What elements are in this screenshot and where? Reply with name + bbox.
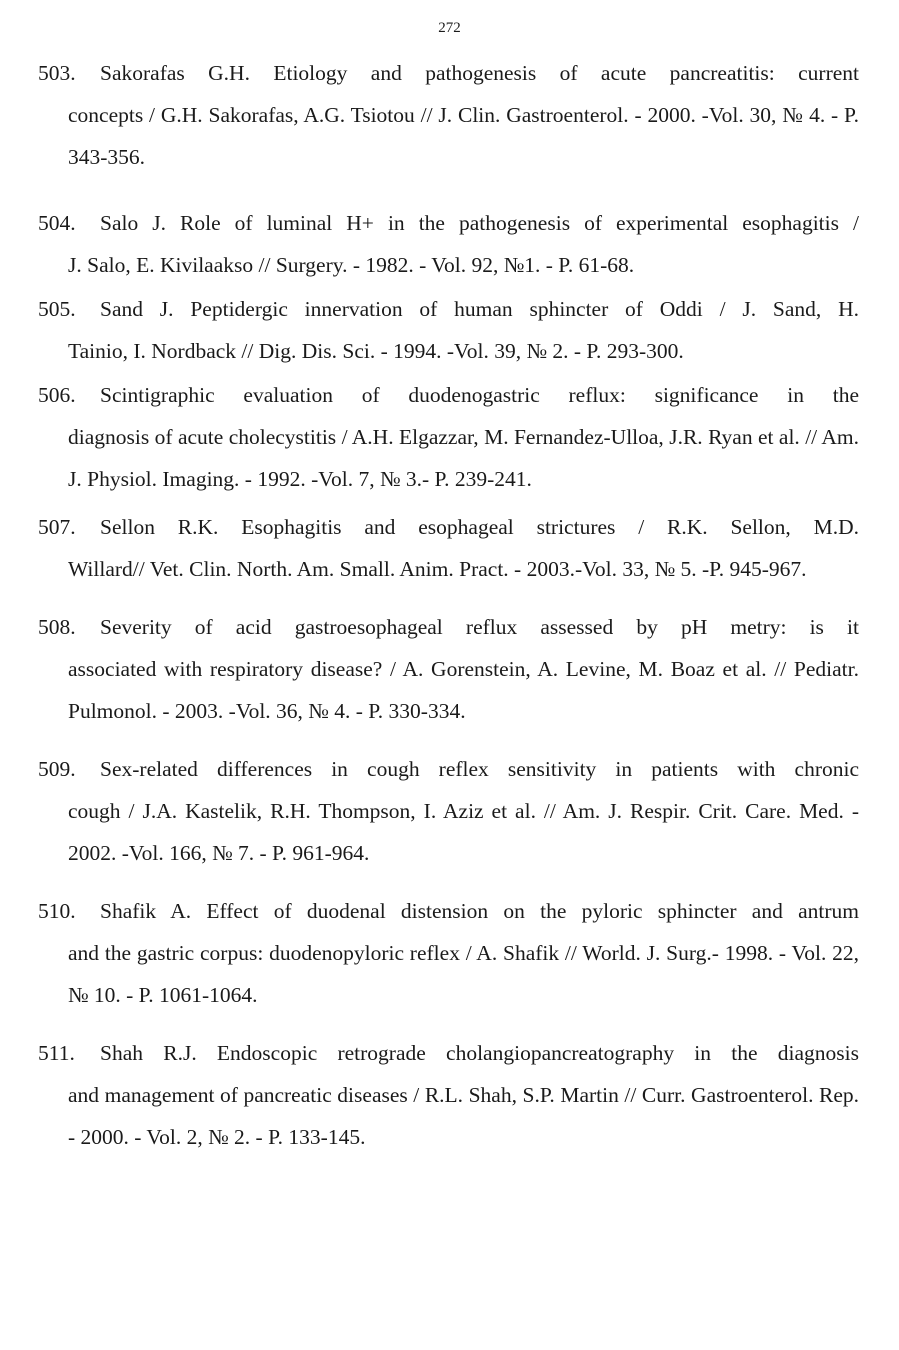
reference-number: 506. xyxy=(38,383,76,407)
reference-text-continuation: associated with respiratory disease? / A. Gorenstein, A. Levine, M. Boaz et al. // Pediatr. Pulmonol. - 2003. -Vol. 36, № 4. - P. 330-334. xyxy=(68,657,859,723)
reference-text-continuation: Tainio, I. Nordback // Dig. Dis. Sci. - 1994. -Vol. 39, № 2. - P. 293-300. xyxy=(68,339,684,363)
reference-number: 505. xyxy=(38,297,76,321)
reference-number: 503. xyxy=(38,61,76,85)
reference-item xyxy=(0,748,899,874)
reference-number: 504. xyxy=(38,211,76,235)
reference-number: 508. xyxy=(38,615,76,639)
reference-item xyxy=(0,202,899,286)
reference-text-continuation: Willard// Vet. Clin. North. Am. Small. Anim. Pract. - 2003.-Vol. 33, № 5. -P. 945-967. xyxy=(68,557,807,581)
reference-text-first-line: Salo J. Role of luminal H+ in the pathogenesis of experimental esophagitis / xyxy=(100,211,859,235)
reference-number: 510. xyxy=(38,899,76,923)
reference-text-continuation: and management of pancreatic diseases / R.L. Shah, S.P. Martin // Curr. Gastroenterol. Rep. - 2000. - Vol. 2, № 2. - P. 133-145. xyxy=(68,1083,859,1149)
reference-text-first-line: Severity of acid gastroesophageal reflux assessed by pH metry: is it xyxy=(100,615,859,639)
reference-number: 511. xyxy=(38,1041,75,1065)
reference-text-continuation: J. Salo, E. Kivilaakso // Surgery. - 1982. - Vol. 92, №1. - P. 61-68. xyxy=(68,253,635,277)
reference-item xyxy=(0,288,899,372)
reference-text-continuation: cough / J.A. Kastelik, R.H. Thompson, I. Aziz et al. // Am. J. Respir. Crit. Care. Med. - 2002. -Vol. 166, № 7. - P. 961-964. xyxy=(68,799,859,865)
reference-item xyxy=(0,606,899,732)
reference-text-first-line: Scintigraphic evaluation of duodenogastric reflux: significance in the xyxy=(100,383,859,407)
reference-list xyxy=(0,52,899,1158)
reference-item xyxy=(0,506,899,590)
reference-item xyxy=(0,374,899,500)
reference-text-first-line: Shah R.J. Endoscopic retrograde cholangiopancreatography in the diagnosis xyxy=(100,1041,859,1065)
page-number: 272 xyxy=(438,20,461,36)
reference-text-first-line: Sex-related differences in cough reflex sensitivity in patients with chronic xyxy=(100,757,859,781)
reference-text-first-line: Sellon R.K. Esophagitis and esophageal strictures / R.K. Sellon, M.D. xyxy=(100,515,859,539)
reference-item xyxy=(0,1032,899,1158)
reference-text-continuation: diagnosis of acute cholecystitis / A.H. Elgazzar, M. Fernandez-Ulloa, J.R. Ryan et al. // Am. J. Physiol. Imaging. - 1992. -Vol. 7, № 3.- P. 239-241. xyxy=(68,425,859,491)
reference-item xyxy=(0,890,899,1016)
reference-text-continuation: concepts / G.H. Sakorafas, A.G. Tsiotou // J. Clin. Gastroenterol. - 2000. -Vol. 30, № 4. - P. 343-356. xyxy=(68,103,859,169)
reference-item xyxy=(0,52,899,178)
reference-number: 509. xyxy=(38,757,76,781)
reference-number: 507. xyxy=(38,515,76,539)
reference-text-first-line: Sand J. Peptidergic innervation of human sphincter of Oddi / J. Sand, H. xyxy=(100,297,859,321)
reference-text-first-line: Sakorafas G.H. Etiology and pathogenesis of acute pancreatitis: current xyxy=(100,61,859,85)
reference-text-continuation: and the gastric corpus: duodenopyloric reflex / A. Shafik // World. J. Surg.- 1998. - Vol. 22, № 10. - P. 1061-1064. xyxy=(68,941,859,1007)
reference-text-first-line: Shafik A. Effect of duodenal distension on the pyloric sphincter and antrum xyxy=(100,899,859,923)
